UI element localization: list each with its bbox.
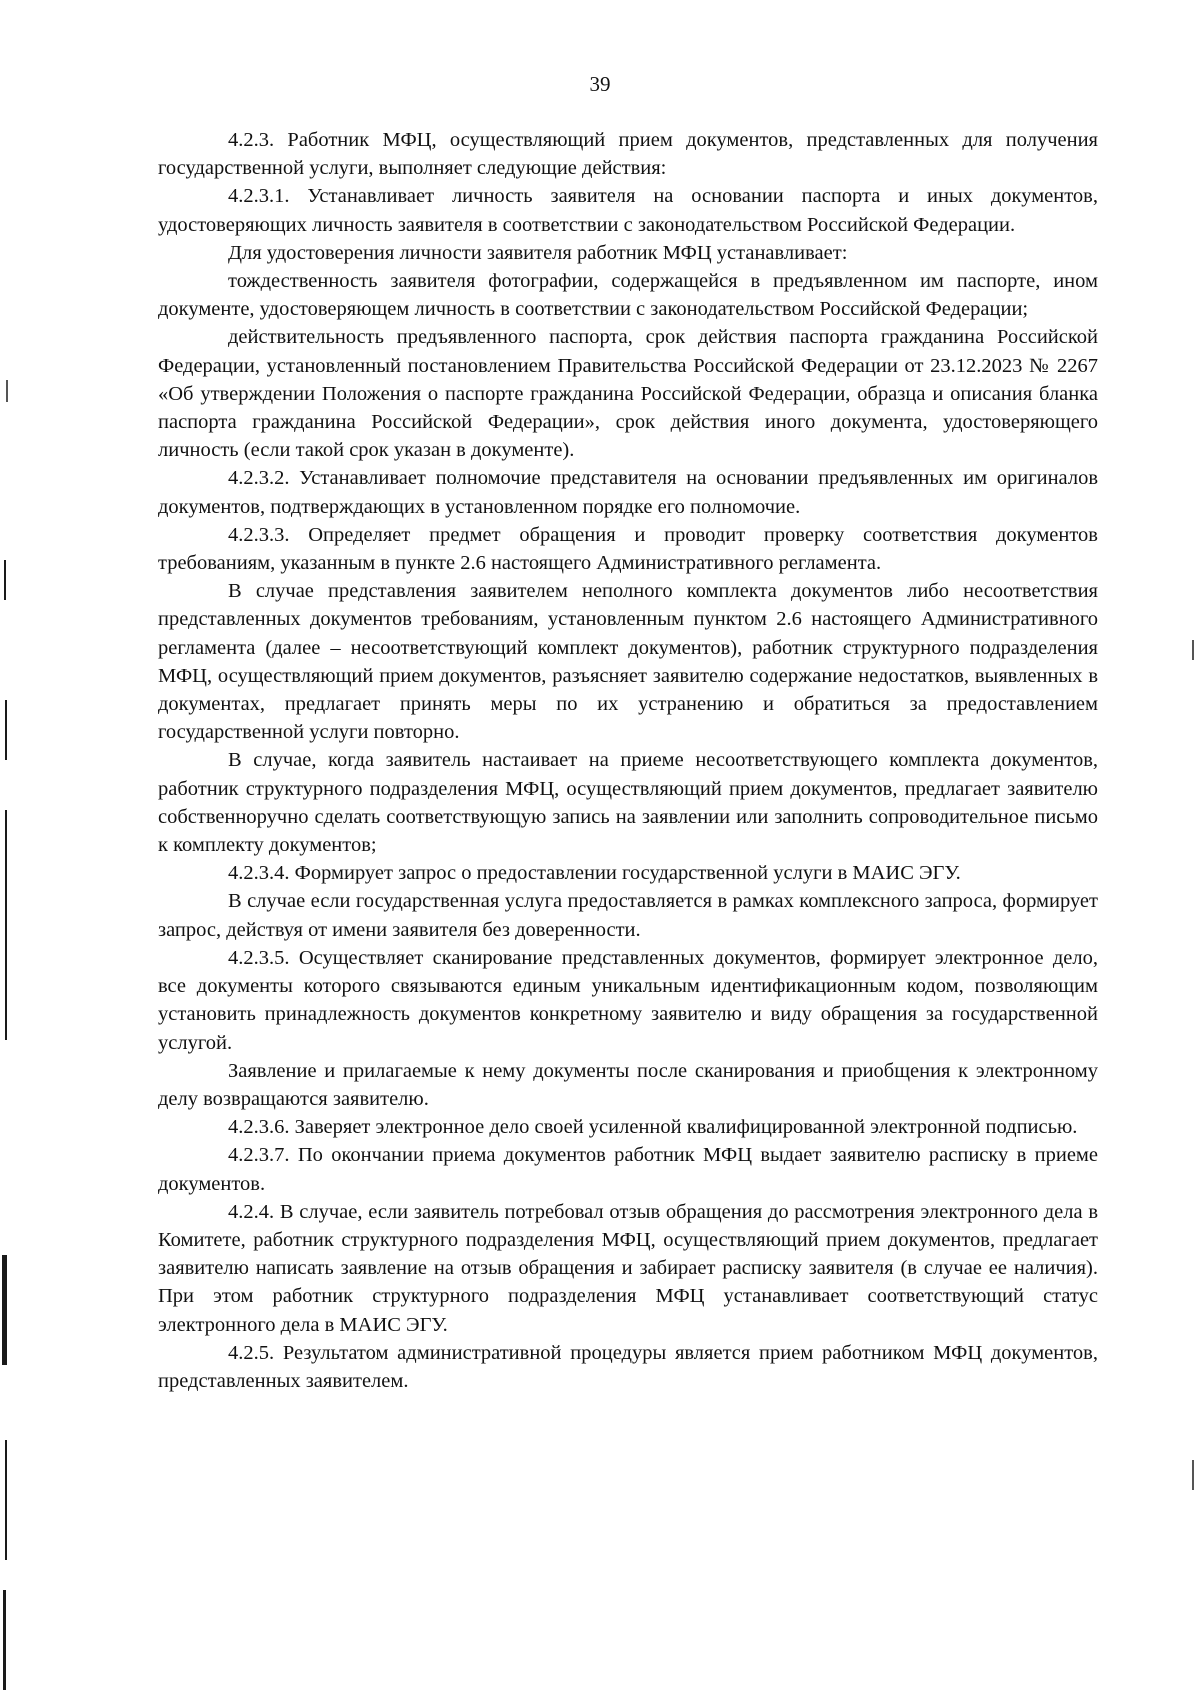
paragraph: 4.2.3.2. Устанавливает полномочие представителя на основании предъявленных им оригиналов документов, подтверждающих в установленном порядке его полномочие.	[158, 467, 1098, 518]
paragraph: 4.2.3.5. Осуществляет сканирование представленных документов, формирует электронное дело, все документы которого связываются единым уникальным идентификационным кодом, позволяющим установить принадлежность документов конкретному заявителю и виду обращения за государственной услугой.	[158, 946, 1098, 1054]
paragraph: 4.2.3.1. Устанавливает личность заявителя на основании паспорта и иных документов, удостоверяющих личность заявителя в соответствии с законодательством Российской Федерации.	[158, 185, 1098, 236]
scan-edge-mark	[5, 810, 7, 1040]
paragraph: В случае если государственная услуга предоставляется в рамках комплексного запроса, формирует запрос, действуя от имени заявителя без доверенности.	[158, 890, 1098, 941]
scan-edge-dot	[1192, 640, 1194, 660]
scan-edge-mark	[3, 1590, 6, 1690]
scan-edge-mark	[5, 700, 7, 760]
scan-edge-mark	[4, 560, 6, 600]
paragraph: действительность предъявленного паспорта, срок действия паспорта гражданина Российской Федерации, установленный постановлением Правительства Российской Федерации от 23.12.2023 № 2267 «Об утверждении Положения о паспорте гражданина Российской Федерации, образца и описания бланка паспорта гражданина Российской Федерации», срок действия иного документа, удостоверяющего личность (если такой срок указан в документе).	[158, 326, 1098, 462]
scan-edge-mark	[2, 1255, 7, 1365]
paragraph: 4.2.3.7. По окончании приема документов работник МФЦ выдает заявителю расписку в приеме документов.	[158, 1144, 1098, 1195]
scan-edge-mark	[5, 1440, 7, 1560]
paragraph: 4.2.3.4. Формирует запрос о предоставлении государственной услуги в МАИС ЭГУ.	[228, 862, 961, 885]
paragraph: 4.2.3.3. Определяет предмет обращения и проводит проверку соответствия документов требованиям, указанным в пункте 2.6 настоящего Административного регламента.	[158, 523, 1098, 575]
paragraph: В случае представления заявителем неполного комплекта документов либо несоответствия представленных документов требованиям, установленным пунктом 2.6 настоящего Административного регламента (далее – несоответствующий комплект документов), работник структурного подразделения МФЦ, осуществляющий прием документов, разъясняет заявителю содержание недостатков, выявленных в документах, предлагает принять меры по их устранению и обратиться за предоставлением государственной услуги повторно.	[158, 580, 1098, 744]
paragraph: 4.2.5. Результатом административной процедуры является прием работником МФЦ документов, представленных заявителем.	[158, 1341, 1098, 1392]
paragraph: Для удостоверения личности заявителя работник МФЦ устанавливает:	[228, 241, 848, 264]
document-body	[158, 126, 1098, 1395]
scan-edge-dot	[1192, 1460, 1194, 1490]
page-number: 39	[589, 72, 611, 96]
paragraph: тождественность заявителя фотографии, содержащейся в предъявленном им паспорте, ином документе, удостоверяющем личность в соответствии с законодательством Российской Федерации;	[158, 270, 1098, 321]
paragraph: В случае, когда заявитель настаивает на приеме несоответствующего комплекта документов, работник структурного подразделения МФЦ, осуществляющий прием документов, предлагает заявителю собственноручно сделать соответствующую запись на заявлении или заполнить сопроводительное письмо к комплекту документов;	[158, 749, 1098, 857]
scan-edge-dot	[6, 380, 8, 402]
paragraph: 4.2.3.6. Заверяет электронное дело своей усиленной квалифицированной электронной подписью.	[228, 1116, 1078, 1139]
paragraph: 4.2.4. В случае, если заявитель потребовал отзыв обращения до рассмотрения электронного дела в Комитете, работник структурного подразделения МФЦ, осуществляющий прием документов, предлагает заявителю написать заявление на отзыв обращения и забирает расписку заявителя (в случае ее наличия). При этом работник структурного подразделения МФЦ устанавливает соответствующий статус электронного дела в МАИС ЭГУ.	[158, 1200, 1098, 1336]
paragraph: 4.2.3. Работник МФЦ, осуществляющий прием документов, представленных для получения государственной услуги, выполняет следующие действия:	[158, 129, 1098, 180]
paragraph: Заявление и прилагаемые к нему документы после сканирования и приобщения к электронному делу возвращаются заявителю.	[158, 1059, 1098, 1110]
